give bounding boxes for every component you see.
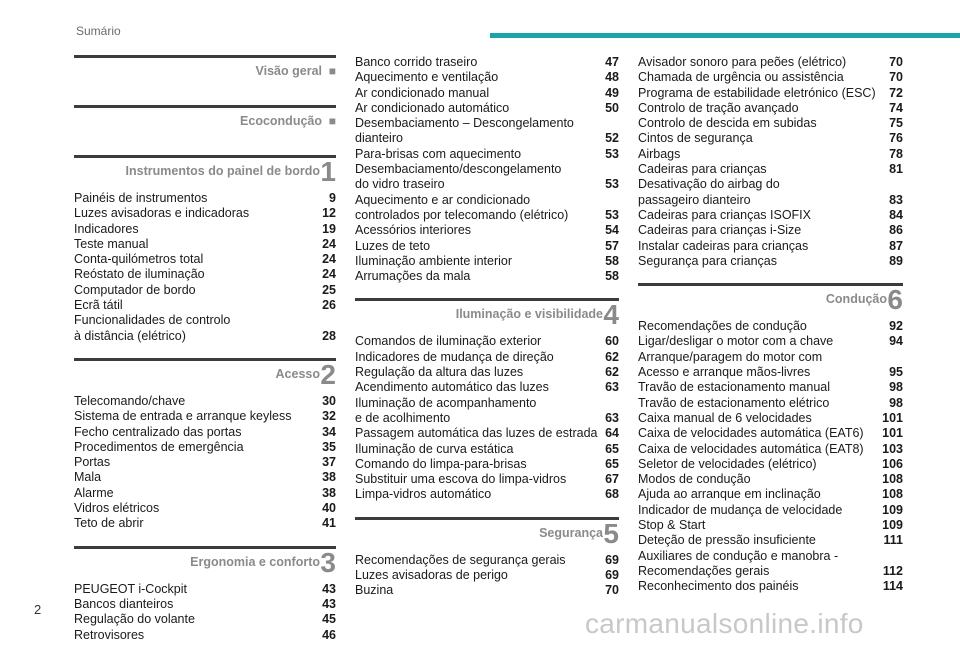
toc-entry-title: Reóstato de iluminação: [74, 267, 205, 282]
toc-entry-title: Comando do limpa-para-brisas: [355, 456, 527, 471]
toc-entry-title: Ar condicionado manual: [355, 85, 490, 100]
toc-entry-title: Luzes avisadoras e indicadoras: [74, 206, 250, 221]
toc-entry[interactable]: [355, 365, 619, 380]
toc-entry[interactable]: [355, 568, 619, 583]
toc-entry-title: Caixa de velocidades automática (EAT8): [638, 441, 864, 456]
section-number: 4: [603, 299, 619, 331]
toc-entry-title: Cintos de segurança: [638, 131, 753, 146]
toc-entry[interactable]: [355, 55, 619, 70]
toc-entry[interactable]: [74, 470, 336, 485]
toc-entry-title: Vidros elétricos: [74, 501, 160, 516]
toc-entry-title: Cadeiras para crianças: [638, 162, 767, 177]
toc-entry[interactable]: [74, 409, 336, 424]
toc-entry-page: 75: [889, 116, 903, 131]
section-heading: [74, 55, 336, 91]
toc-entry-page: 109: [882, 518, 903, 533]
toc-entry-title: Luzes de teto: [355, 238, 431, 253]
toc-entry-title: Chamada de urgência ou assistência: [638, 70, 844, 85]
toc-entry[interactable]: [638, 116, 903, 131]
toc-entry-page: 65: [605, 441, 619, 456]
toc-entry-title: Airbags: [638, 146, 681, 161]
toc-entry-title: Desembaciamento – Descongelamento dianteiro: [355, 116, 574, 146]
toc-entry-title: Telecomando/chave: [74, 393, 186, 408]
toc-entry-title: Reconhecimento dos painéis: [638, 579, 799, 594]
toc-entry-title: Banco corrido traseiro: [355, 55, 478, 69]
toc-entry-page: 101: [882, 410, 903, 425]
toc-entry-title: Bancos dianteiros: [74, 596, 174, 611]
toc-entry-page: 53: [605, 177, 619, 192]
toc-entry-title: Seletor de velocidades (elétrico): [638, 456, 817, 471]
toc-entry-page: 101: [882, 426, 903, 441]
page-header-label: Sumário: [76, 24, 121, 38]
toc-entry-page: 38: [322, 485, 336, 500]
toc-entry-title: Buzina: [355, 583, 394, 598]
toc-entry-title: Indicadores: [74, 221, 139, 236]
toc-section: [74, 358, 336, 532]
toc-entry[interactable]: [74, 440, 336, 455]
toc-entry[interactable]: [74, 191, 336, 206]
toc-entry[interactable]: [355, 396, 619, 427]
toc-entry-title: Passagem automática das luzes de estrada: [355, 426, 598, 441]
toc-entry[interactable]: [355, 70, 619, 85]
toc-entry-title: Painéis de instrumentos: [74, 191, 208, 205]
toc-entry-page: 35: [322, 439, 336, 454]
toc-entry-page: 63: [605, 380, 619, 395]
toc-entry[interactable]: [355, 472, 619, 487]
toc-entry-page: 65: [605, 456, 619, 471]
toc-entry-page: 52: [605, 131, 619, 146]
toc-entry-title: Conta-quilómetros total: [74, 252, 204, 267]
toc-entry-title: Indicadores de mudança de direção: [355, 349, 554, 364]
toc-entry-title: Computador de bordo: [74, 282, 196, 297]
toc-entry[interactable]: [74, 501, 336, 516]
toc-section: [355, 55, 619, 284]
toc-entry-page: 43: [322, 581, 336, 596]
toc-entry[interactable]: [74, 237, 336, 252]
toc-entry[interactable]: [355, 239, 619, 254]
toc-entry-title: Programa de estabilidade eletrónico (ESC): [638, 85, 876, 100]
toc-entry[interactable]: [355, 553, 619, 568]
toc-entry-page: 72: [889, 85, 903, 100]
toc-entry-title: Recomendações de condução: [638, 319, 807, 334]
toc-entry[interactable]: [355, 116, 619, 147]
toc-column-3: [638, 55, 903, 609]
toc-entry-title: Regulação da altura das luzes: [355, 365, 524, 380]
toc-entry-page: 98: [889, 395, 903, 410]
toc-entry-page: 76: [889, 131, 903, 146]
toc-section: [74, 105, 336, 141]
toc-entry-page: 50: [605, 100, 619, 115]
section-title: Segurança: [539, 525, 603, 540]
toc-entry[interactable]: [355, 193, 619, 224]
toc-entry[interactable]: [638, 487, 903, 502]
toc-entry-title: Ajuda ao arranque em inclinação: [638, 487, 821, 502]
toc-entry-page: 62: [605, 349, 619, 364]
toc-entry[interactable]: [638, 239, 903, 254]
toc-entry[interactable]: [355, 269, 619, 284]
toc-entry[interactable]: [638, 442, 903, 457]
toc-entry[interactable]: [74, 425, 336, 440]
toc-entry-page: 95: [889, 365, 903, 380]
header-accent-bar: [490, 33, 960, 38]
toc-entry-title: Controlo de tração avançado: [638, 100, 799, 115]
toc-entry-title: Recomendações de segurança gerais: [355, 552, 566, 567]
toc-entry[interactable]: [74, 313, 336, 344]
toc-entry[interactable]: [355, 254, 619, 269]
toc-entry-title: Regulação do volante: [74, 612, 195, 627]
section-title: Condução: [825, 292, 887, 307]
toc-entry-page: 48: [605, 70, 619, 85]
toc-entry-title: Travão de estacionamento manual: [638, 380, 831, 395]
toc-entry[interactable]: [638, 223, 903, 238]
toc-entry-page: 74: [889, 100, 903, 115]
toc-section: [74, 546, 336, 643]
toc-entry-title: Teto de abrir: [74, 516, 144, 531]
toc-entry-page: 28: [322, 328, 336, 343]
toc-entry[interactable]: [355, 350, 619, 365]
toc-entry-title: Cadeiras para crianças ISOFIX: [638, 207, 811, 222]
toc-entry-page: 64: [605, 426, 619, 441]
toc-entry-page: 12: [322, 206, 336, 221]
toc-entry-page: 58: [605, 253, 619, 268]
toc-entry-page: 69: [605, 568, 619, 583]
toc-entry-title: Aquecimento e ventilação: [355, 70, 499, 85]
toc-entry[interactable]: [638, 131, 903, 146]
toc-entry[interactable]: [355, 101, 619, 116]
toc-entry-title: Desativação do airbag do passageiro dianteiro: [638, 177, 780, 207]
toc-entry-page: 103: [882, 441, 903, 456]
toc-entry-page: 98: [889, 380, 903, 395]
toc-entry-page: 86: [889, 223, 903, 238]
toc-entry[interactable]: [355, 162, 619, 193]
toc-section: [355, 298, 619, 502]
toc-entry-page: 19: [322, 221, 336, 236]
toc-entry-page: 112: [882, 563, 903, 578]
toc-entry-title: Modos de condução: [638, 472, 751, 487]
section-title: Acesso: [275, 366, 320, 381]
toc-entry-page: 78: [889, 146, 903, 161]
toc-entry-title: Segurança para crianças: [638, 253, 777, 268]
toc-entry-title: Iluminação de acompanhamento e de acolhimento: [355, 395, 537, 425]
toc-entry[interactable]: [355, 380, 619, 395]
toc-entry-page: 58: [605, 269, 619, 284]
section-heading: [355, 517, 619, 553]
toc-entry-title: Ecrã tátil: [74, 298, 123, 313]
toc-entry-page: 68: [605, 487, 619, 502]
toc-section: [74, 55, 336, 91]
toc-entry[interactable]: [638, 380, 903, 395]
toc-entry-title: Caixa de velocidades automática (EAT6): [638, 426, 864, 441]
toc-entry[interactable]: [638, 334, 903, 349]
toc-section: [355, 517, 619, 599]
toc-entry[interactable]: [638, 457, 903, 472]
toc-entry[interactable]: [355, 86, 619, 101]
toc-entry-page: 67: [605, 472, 619, 487]
toc-entry[interactable]: [638, 147, 903, 162]
toc-entry-page: 46: [322, 627, 336, 642]
toc-entry[interactable]: [638, 350, 903, 381]
toc-entry-page: 70: [889, 55, 903, 69]
toc-entry-page: 63: [605, 410, 619, 425]
section-number: 1: [320, 156, 336, 187]
toc-entry-title: Fecho centralizado das portas: [74, 424, 242, 439]
toc-entry-title: Alarme: [74, 485, 114, 500]
toc-entry[interactable]: [638, 86, 903, 101]
toc-entry[interactable]: [638, 472, 903, 487]
toc-entry-title: Funcionalidades de controlo à distância (elétrico): [74, 313, 231, 343]
toc-entry[interactable]: [638, 503, 903, 518]
toc-entry[interactable]: [638, 518, 903, 533]
toc-entry-page: 26: [322, 298, 336, 313]
section-title: Ecocondução: [240, 114, 322, 128]
toc-entry-page: 60: [605, 334, 619, 349]
toc-entry-title: Cadeiras para crianças i-Size: [638, 223, 802, 238]
toc-entry[interactable]: [74, 455, 336, 470]
toc-entry-title: Ligar/desligar o motor com a chave: [638, 334, 834, 349]
toc-entry-page: 32: [322, 409, 336, 424]
toc-entry[interactable]: [74, 628, 336, 643]
toc-entry[interactable]: [638, 549, 903, 580]
toc-entry-page: 24: [322, 236, 336, 251]
toc-entry[interactable]: [74, 298, 336, 313]
section-number: ■: [328, 64, 336, 78]
toc-entry[interactable]: [74, 283, 336, 298]
toc-entry-title: Substituir uma escova do limpa-vidros: [355, 472, 567, 487]
toc-entry-page: 69: [605, 552, 619, 567]
toc-entry[interactable]: [638, 396, 903, 411]
toc-entry-page: 108: [882, 472, 903, 487]
toc-entry-title: Auxiliares de condução e manobra - Recomendações gerais: [638, 548, 839, 578]
toc-entry-title: Deteção de pressão insuficiente: [638, 533, 816, 548]
toc-entry-page: 57: [605, 238, 619, 253]
toc-entry[interactable]: [638, 426, 903, 441]
section-number: 6: [887, 284, 903, 316]
toc-entry[interactable]: [355, 334, 619, 349]
toc-entry-page: 70: [889, 70, 903, 85]
page-number: 2: [34, 602, 42, 617]
toc-section: [638, 55, 903, 269]
toc-entry-page: 54: [605, 223, 619, 238]
toc-entry-title: Acendimento automático das luzes: [355, 380, 549, 395]
toc-entry[interactable]: [355, 147, 619, 162]
toc-entry-title: Para-brisas com aquecimento: [355, 146, 522, 161]
toc-entry-title: Aquecimento e ar condicionado controlados por telecomando (elétrico): [355, 192, 569, 222]
toc-entry[interactable]: [638, 101, 903, 116]
toc-entry-page: 62: [605, 365, 619, 380]
toc-entry-title: Iluminação ambiente interior: [355, 253, 513, 268]
section-number: 3: [320, 546, 336, 578]
toc-entry-page: 24: [322, 252, 336, 267]
toc-column-2: [355, 55, 619, 613]
toc-entry[interactable]: [74, 394, 336, 409]
toc-entry-title: Avisador sonoro para peões (elétrico): [638, 55, 847, 69]
section-number: 5: [603, 517, 619, 549]
toc-entry-title: Acessórios interiores: [355, 223, 472, 238]
section-heading: [638, 283, 903, 319]
toc-entry-page: 40: [322, 501, 336, 516]
toc-entry[interactable]: [355, 223, 619, 238]
toc-entry[interactable]: [638, 162, 903, 177]
toc-entry[interactable]: [355, 487, 619, 502]
section-heading: [74, 155, 336, 191]
toc-entry-page: 53: [605, 207, 619, 222]
toc-entry-page: 81: [889, 162, 903, 177]
toc-entry-page: 89: [889, 253, 903, 268]
toc-entry-page: 41: [322, 516, 336, 531]
toc-entry[interactable]: [74, 582, 336, 597]
toc-entry[interactable]: [355, 583, 619, 598]
toc-section: [74, 155, 336, 344]
watermark: carmanualsonline.info: [585, 608, 864, 639]
toc-entry-page: 53: [605, 146, 619, 161]
toc-entry-title: Limpa-vidros automático: [355, 487, 492, 502]
toc-entry-page: 109: [882, 502, 903, 517]
toc-entry-page: 43: [322, 596, 336, 611]
toc-entry-title: Teste manual: [74, 236, 149, 251]
section-heading: [355, 298, 619, 334]
toc-entry[interactable]: [74, 612, 336, 627]
toc-entry-title: Mala: [74, 470, 102, 485]
toc-entry-title: Portas: [74, 455, 111, 470]
toc-entry-page: 108: [882, 487, 903, 502]
toc-entry-page: 84: [889, 207, 903, 222]
toc-entry[interactable]: [638, 208, 903, 223]
toc-entry[interactable]: [74, 252, 336, 267]
toc-entry[interactable]: [355, 426, 619, 441]
toc-section: [638, 283, 903, 594]
toc-entry-page: 47: [605, 55, 619, 69]
toc-entry-title: Controlo de descida em subidas: [638, 116, 817, 131]
toc-column-1: [74, 55, 336, 657]
toc-entry[interactable]: [638, 319, 903, 334]
toc-entry-title: Iluminação de curva estática: [355, 441, 514, 456]
toc-entry[interactable]: [638, 533, 903, 548]
toc-entry-title: Retrovisores: [74, 627, 145, 642]
toc-entry-page: 37: [322, 455, 336, 470]
toc-entry-title: Ar condicionado automático: [355, 100, 510, 115]
section-title: Instrumentos do painel de bordo: [125, 164, 320, 178]
toc-entry[interactable]: [638, 70, 903, 85]
toc-entry-title: Instalar cadeiras para crianças: [638, 238, 809, 253]
toc-entry-page: 87: [889, 238, 903, 253]
toc-entry[interactable]: [355, 457, 619, 472]
section-heading: [74, 105, 336, 141]
toc-entry-page: 30: [322, 393, 336, 408]
toc-entry-page: 38: [322, 470, 336, 485]
toc-entry[interactable]: [74, 267, 336, 282]
section-title: Visão geral: [255, 64, 322, 78]
toc-entry-title: Comandos de iluminação exterior: [355, 334, 542, 349]
toc-entry[interactable]: [638, 177, 903, 208]
toc-entry-title: Stop & Start: [638, 518, 706, 533]
toc-entry-title: Desembaciamento/descongelamento do vidro traseiro: [355, 162, 562, 192]
toc-entry-title: Caixa manual de 6 velocidades: [638, 410, 812, 425]
toc-entry-page: 92: [889, 319, 903, 334]
toc-entry[interactable]: [74, 222, 336, 237]
section-number: ■: [328, 114, 336, 128]
toc-entry[interactable]: [74, 486, 336, 501]
toc-entry[interactable]: [638, 411, 903, 426]
section-heading: [74, 546, 336, 582]
toc-entry[interactable]: [74, 597, 336, 612]
toc-entry-page: 9: [329, 191, 336, 205]
toc-entry-page: 70: [605, 583, 619, 598]
toc-entry-title: Procedimentos de emergência: [74, 439, 244, 454]
toc-entry[interactable]: [638, 254, 903, 269]
toc-entry-page: 45: [322, 612, 336, 627]
toc-entry-title: Arranque/paragem do motor com Acesso e arranque mãos-livres: [638, 349, 823, 380]
toc-entry-page: 49: [605, 85, 619, 100]
toc-entry-title: PEUGEOT i-Cockpit: [74, 581, 187, 596]
toc-entry-page: 25: [322, 282, 336, 297]
toc-entry-page: 83: [889, 192, 903, 207]
toc-entry-page: 94: [889, 334, 903, 349]
section-title: Ergonomia e conforto: [190, 554, 320, 569]
toc-entry-page: 106: [882, 456, 903, 471]
toc-entry[interactable]: [638, 579, 903, 594]
section-heading: [74, 358, 336, 394]
section-title: Iluminação e visibilidade: [455, 307, 603, 322]
toc-entry-title: Arrumações da mala: [355, 269, 471, 284]
toc-entry[interactable]: [74, 206, 336, 221]
toc-entry-title: Indicador de mudança de velocidade: [638, 502, 843, 517]
toc-entry-title: Travão de estacionamento elétrico: [638, 395, 830, 410]
toc-entry-title: Sistema de entrada e arranque keyless: [74, 409, 292, 424]
toc-entry-page: 114: [882, 579, 903, 594]
section-number: 2: [320, 358, 336, 390]
toc-entry-title: Luzes avisadoras de perigo: [355, 568, 508, 583]
toc-entry[interactable]: [355, 442, 619, 457]
toc-entry[interactable]: [638, 55, 903, 70]
toc-entry-page: 111: [883, 533, 903, 548]
toc-entry-page: 34: [322, 424, 336, 439]
toc-entry-page: 24: [322, 267, 336, 282]
toc-entry[interactable]: [74, 516, 336, 531]
